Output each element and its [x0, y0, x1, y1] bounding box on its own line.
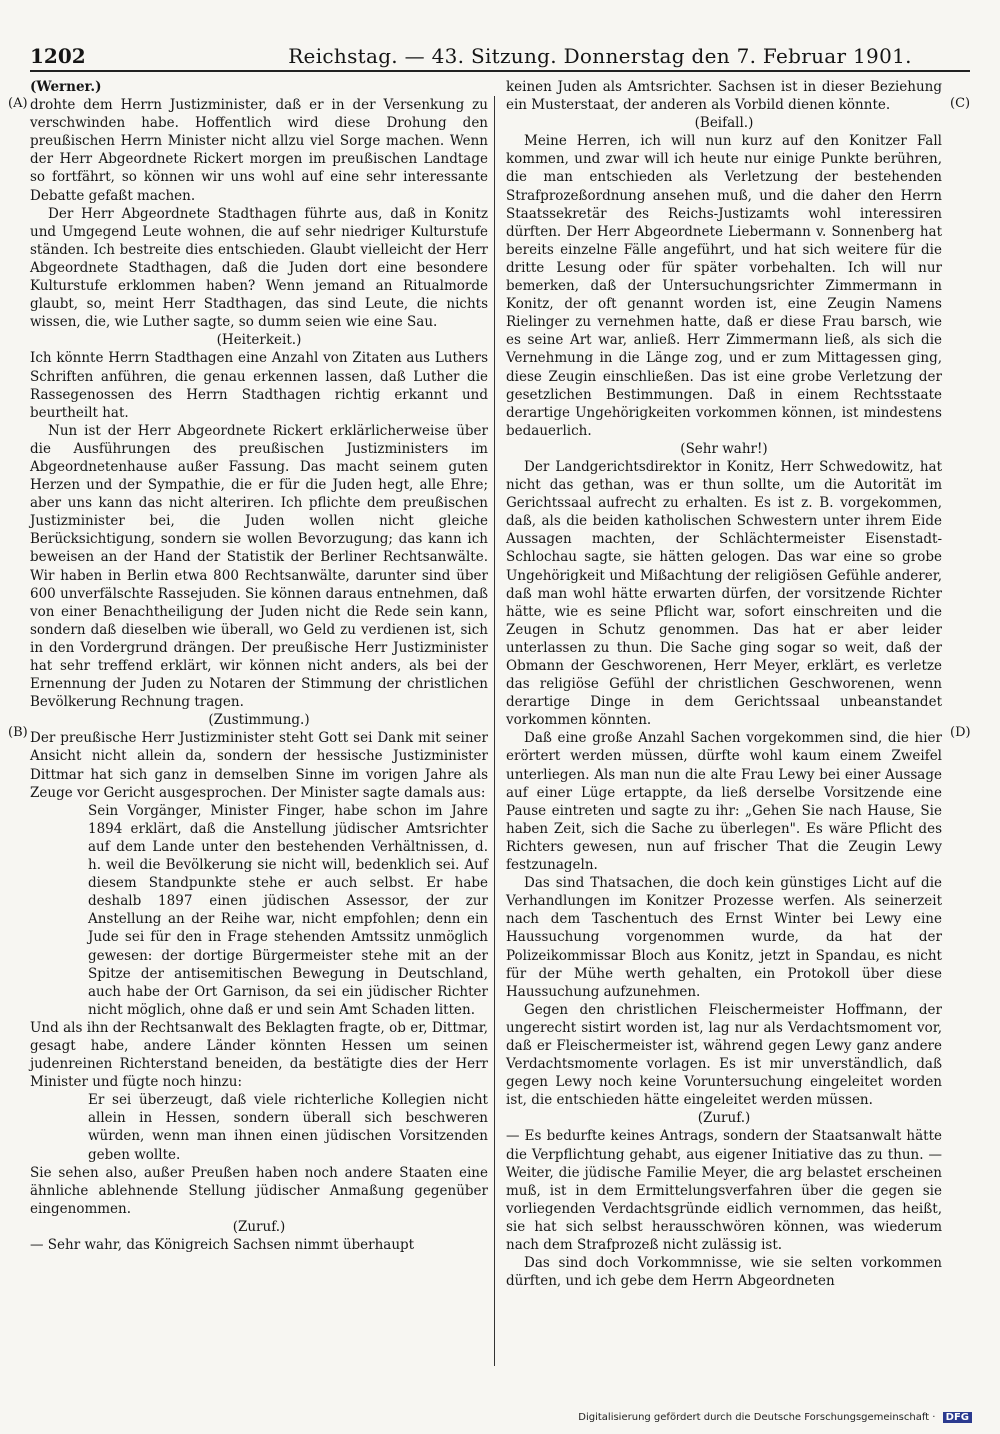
paragraph: — Es bedurfte keines Antrags, sondern der Staatsanwalt hätte die Verpflichtung gehabt, aus eigener Initiative das zu thun. — Weiter, die jüdische Familie Meyer, die arg belastet erscheinen muß, ist in dem Ermittelungsverfahren über die gegen sie vorliegenden Verdachtsgründe eidlich vernommen, das heißt, sie hat sich selbst herausschwören können, was wiederum nach dem Strafprozeß nicht zulässig ist. — [506, 1128, 942, 1253]
speaker-label: (Werner.) — [30, 79, 102, 95]
interjection: (Zustimmung.) — [208, 712, 310, 729]
left-column — [30, 78, 488, 1254]
paragraph: — Sehr wahr, das Königreich Sachsen nimmt überhaupt — [30, 1237, 415, 1253]
page-header — [30, 44, 970, 72]
interjection: (Zuruf.) — [697, 1110, 751, 1127]
interjection: (Heiterkeit.) — [216, 332, 302, 349]
paragraph: keinen Juden als Amtsrichter. Sachsen ist in dieser Beziehung ein Musterstaat, der anderen als Vorbild dienen könnte. — [506, 79, 942, 114]
right-column — [506, 78, 942, 1290]
margin-marker-d: (D) — [950, 725, 971, 740]
paragraph: Das sind Thatsachen, die doch kein günstiges Licht auf die Verhandlungen im Konitzer Prozesse werfen. Als seinerzeit nach dem Taschentuch des Ernst Winter bei Lewy eine Haussuchung vorgenommen wurde, da hat der Polizeikommissar Bloch aus Konitz, jetzt in Spandau, es nicht für der Mühe werth gehalten, ein Protokoll über diese Haussuchung aufzunehmen. — [506, 875, 942, 1000]
paragraph: Der Landgerichtsdirektor in Konitz, Herr Schwedowitz, hat nicht das gethan, was er thun sollte, um die Autorität im Gerichtssaal aufrecht zu erhalten. Es ist z. B. vorgekommen, daß, als die beiden katholischen Schwestern unter ihrem Eide Aussagen machten, der Schlächtermeister Eisenstadt-Schlochau sagte, sie hätten gelogen. Das war eine so grobe Ungehörigkeit und Mißachtung der religiösen Gefühle anderer, daß man wohl hätte erwarten dürfen, der vorsitzende Richter hätte, wie es seine Pflicht war, sofort einschreiten und die Zeugen in Schutz genommen. Das hat er aber leider unterlassen zu thun. Die Sache ging sogar so weit, daß der Obmann der Geschworenen, Herr Meyer, erklärt, es verletze das religiöse Gefühl der christlichen Geschworenen, wenn derartige Dinge in dem Gerichtssaal unbeanstandet vorkommen könnten. — [506, 458, 942, 729]
paragraph: Sie sehen also, außer Preußen haben noch andere Staaten eine ähnliche ablehnende Stellung jüdischer Anmaßung gegenüber eingenommen. — [30, 1164, 488, 1217]
page-number: 1202 — [30, 44, 86, 68]
interjection: (Sehr wahr!) — [680, 440, 768, 457]
paragraph: Gegen den christlichen Fleischermeister Hoffmann, der ungerecht sistirt worden ist, lag nur als Verdachtsmoment vor, daß er Fleischermeister ist, während gegen Lewy ganz andere Verdachtsmomente vorlagen. Es ist mir unverständlich, daß gegen Lewy noch keine Voruntersuchung eingeleitet worden ist, die entschieden hätte eingeleitet werden müssen. — [506, 1001, 942, 1109]
paragraph: drohte dem Herrn Justizminister, daß er in der Versenkung zu verschwinden habe. Hoffentlich wird diese Drohung den preußischen Herrn Minister nicht allzu viel Sorge machen. Wenn der Herr Abgeordnete Rickert morgen im preußischen Landtage so fortfährt, so können wir uns wohl auf eine sehr interessante Debatte gefaßt machen. — [30, 97, 488, 204]
block-quote: Sein Vorgänger, Minister Finger, habe schon im Jahre 1894 erklärt, daß die Anstellung jüdischer Amtsrichter auf dem Lande unter den bestehenden Verhältnissen, d. h. weil die Bevölkerung sie nicht will, bedenklich sei. Auf diesem Standpunkte stehe er auch selbst. Er habe deshalb 1897 einen jüdischen Assessor, der zur Anstellung an der Reihe war, nicht empfohlen; denn ein Jude sei für den in Frage stehenden Amtssitz unmöglich gewesen: der dortige Bürgermeister stehe mit an der Spitze der antisemitischen Bewegung in Deutschland, auch habe der Ort Garnison, da sei ein jüdischer Richter nicht möglich, ohne daß er und sein Amt Schaden litten. — [88, 802, 488, 1018]
paragraph: Das sind doch Vorkommnisse, wie sie selten vorkommen dürften, und ich gebe dem Herrn Abgeordneten — [506, 1255, 942, 1290]
running-head: Reichstag. — 43. Sitzung. Donnerstag den 7. Februar 1901. — [288, 44, 912, 68]
paragraph: Der Herr Abgeordnete Stadthagen führte aus, daß in Konitz und Umgegend Leute wohnen, die auf sehr niedriger Kulturstufe ständen. Ich bestreite dies entschieden. Glaubt vielleicht der Herr Abgeordnete Stadthagen, daß die Juden dort eine besondere Kulturstufe erklommen haben? Wenn jemand an Ritualmorde glaubt, so, meint Herr Stadthagen, das sind Leute, die nichts wissen, die, wie Luther sagte, so dumm seien wie eine Sau. — [30, 205, 488, 331]
paragraph: Und als ihn der Rechtsanwalt des Beklagten fragte, ob er, Dittmar, gesagt habe, andere Länder könnten Hessen um seinen judenreinen Richterstand beneiden, da bestätigte dies der Herr Minister und fügte noch hinzu: — [30, 1019, 488, 1091]
paragraph: Daß eine große Anzahl Sachen vorgekommen sind, die hier erörtert werden müssen, dürfte wohl kaum einem Zweifel unterliegen. Als man nun die alte Frau Lewy bei einer Aussage auf einer Lüge ertappte, da ließ derselbe Vorsitzende eine Pause eintreten und sagte zu ihr: „Gehen Sie nach Hause, Sie haben Zeit, sich die Sache zu überlegen". Es wäre Pflicht des Richters gewesen, nun auf frischer That die Zeugin Lewy festzunageln. — [506, 730, 942, 874]
interjection: (Beifall.) — [694, 115, 754, 132]
column-divider — [494, 96, 495, 1366]
margin-marker-b: (B) — [8, 725, 28, 740]
paragraph: Der preußische Herr Justizminister steht Gott sei Dank mit seiner Ansicht nicht allein da, sondern der hessische Justizminister Dittmar hat sich ganz in demselben Sinne im vorigen Jahre als Zeuge vor Gericht ausgesprochen. Der Minister sagte damals aus: — [30, 730, 488, 801]
footer-text: Digitalisierung gefördert durch die Deutsche Forschungsgemeinschaft · — [578, 1412, 936, 1423]
margin-marker-c: (C) — [950, 96, 971, 111]
margin-marker-a: (A) — [8, 96, 28, 111]
paragraph: Nun ist der Herr Abgeordnete Rickert erklärlicherweise über die Ausführungen des preußischen Justizministers im Abgeordnetenhause außer Fassung. Das macht seinem guten Herzen und der Sympathie, die er für die Juden hegt, alle Ehre; aber uns kann das nicht alteriren. Ich pflichte dem preußischen Justizminister bei, die Juden wollen nicht gleiche Berücksichtigung, sondern sie wollen Bevorzugung; das kann ich beweisen an der Hand der Statistik der Berliner Rechtsanwälte. Wir haben in Berlin etwa 800 Rechtsanwälte, darunter sind über 600 unverfälschte Rassejuden. Sie können daraus entnehmen, daß von einer Benachtheiligung der Juden nicht die Rede sein kann, sondern daß dieselben wie überall, wo Geld zu verdienen ist, sich in den Vordergrund drängen. Der preußische Herr Justizminister hat sehr treffend erklärt, wir können nicht anders, als bei der Ernennung der Juden zu Notaren der Stimmung der christlichen Bevölkerung Rechnung tragen. — [30, 422, 488, 711]
dfg-logo: DFG — [943, 1412, 972, 1423]
digitization-footer — [578, 1412, 972, 1423]
interjection: (Zuruf.) — [232, 1218, 286, 1235]
paragraph: Ich könnte Herrn Stadthagen eine Anzahl von Zitaten aus Luthers Schriften anführen, die genau erkennen lassen, daß Luther die Rassegenossen des Herrn Stadthagen richtig erkannt und beurtheilt hat. — [30, 350, 488, 421]
paragraph: Meine Herren, ich will nun kurz auf den Konitzer Fall kommen, und zwar will ich heute nur einige Punkte berühren, die man entschieden als Verletzung der bestehenden Strafprozeßordnung ansehen muß, und die daher den Herrn Staatssekretär des Reichs-Justizamts wohl interessiren dürften. Der Herr Abgeordnete Liebermann v. Sonnenberg hat bereits einzelne Fälle angeführt, und hat sich weitere für die dritte Lesung oder für später vorbehalten. Ich will nur bemerken, daß der Untersuchungsrichter Zimmermann in Konitz, der oft genannt worden ist, eine Zeugin Namens Rielinger zu vernehmen hatte, daß er diese Frau barsch, wie es seine Art war, anließ. Herr Zimmermann ließ, als sich die Vernehmung in die Länge zog, und er zum Mittagessen ging, diese Zeugin einschließen. Das ist eine grobe Verletzung der gesetzlichen Bestimmungen. Daß in einem Rechtsstaate derartige Ungehörigkeiten vorkommen können, ist mindestens bedauerlich. — [506, 133, 942, 439]
block-quote: Er sei überzeugt, daß viele richterliche Kollegien nicht allein in Hessen, sondern überall sich beschweren würden, wenn man ihnen einen jüdischen Vorsitzenden geben wollte. — [88, 1092, 488, 1163]
